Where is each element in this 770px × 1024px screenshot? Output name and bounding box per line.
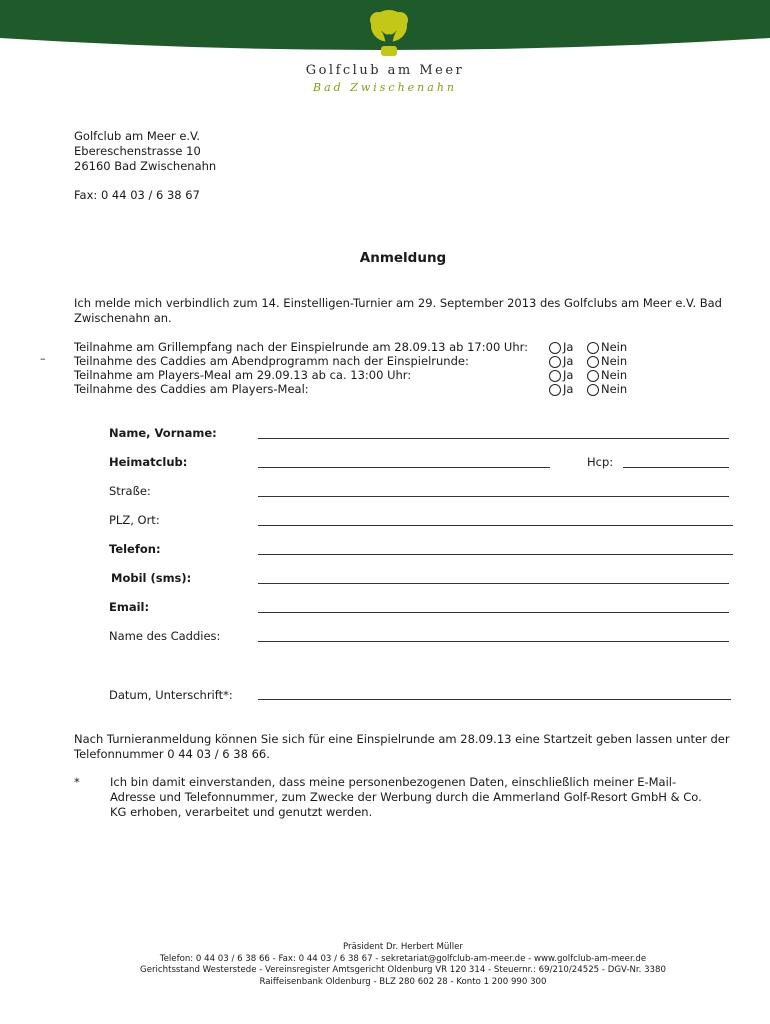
intro-text: Ich melde mich verbindlich zum 14. Einstelligen-Turnier am 29. September 2013 des Golfclubs am Meer e.V. Bad Zwischenahn an. (74, 296, 722, 325)
address-line: Ebereschenstrasse 10 (74, 144, 201, 158)
city-field[interactable] (258, 525, 733, 526)
fax-number: Fax: 0 44 03 / 6 38 67 (74, 188, 200, 202)
yes-radio[interactable] (549, 342, 561, 354)
consent-text: Ich bin damit einverstanden, dass meine personenbezogenen Daten, einschließlich meiner E-Mail-Adresse und Telefonnummer, zum Zwecke der Werbung durch die Ammerland Golf-Resort GmbH & Co. KG erhoben, verarbeitet und genutzt werden. (110, 775, 702, 819)
footer-line: Gerichtsstand Westerstede - Vereinsregister Amtsgericht Oldenburg VR 120 314 - Steuernr.: 69/210/24525 - DGV-Nr. 3380 (140, 965, 666, 975)
email-field[interactable] (258, 612, 729, 613)
signature-label: Datum, Unterschrift*: (109, 688, 233, 702)
footer-line: Telefon: 0 44 03 / 6 38 66 - Fax: 0 44 03 / 6 38 67 - sekretariat@golfclub-am-meer.de - www.golfclub-am-meer.de (159, 953, 647, 964)
city-label: PLZ, Ort: (109, 513, 160, 527)
no-radio[interactable] (587, 342, 599, 354)
caddie-field[interactable] (258, 641, 729, 642)
hcp-field[interactable] (623, 467, 729, 468)
yes-label: Ja (563, 354, 574, 368)
no-radio[interactable] (587, 384, 599, 396)
option-label: Teilnahme am Players-Meal am 29.09.13 ab ca. 13:00 Uhr: (74, 368, 412, 382)
email-label: Email: (109, 600, 150, 614)
tee-time-note: Nach Turnieranmeldung können Sie sich für eine Einspielrunde am 28.09.13 eine Startzeit geben lassen unter der Telefonnummer 0 44 03 / 6 38 66. (74, 732, 730, 761)
option-label: Teilnahme des Caddies am Players-Meal: (74, 382, 309, 396)
option-label: Teilnahme des Caddies am Abendprogramm nach der Einspielrunde: (74, 354, 469, 368)
yes-label: Ja (563, 382, 574, 396)
no-label: Nein (601, 382, 628, 396)
yes-radio[interactable] (549, 356, 561, 368)
footer (0, 942, 770, 988)
club-subtitle: Bad Zwischenahn (313, 81, 457, 94)
margin-dash: – (40, 352, 46, 365)
club-name: Golfclub am Meer (305, 63, 465, 78)
footer-line: Raiffeisenbank Oldenburg - BLZ 280 602 28 - Konto 1 200 990 300 (259, 976, 547, 987)
caddie-label: Name des Caddies: (109, 629, 221, 643)
signature-field[interactable] (258, 699, 731, 700)
yes-radio[interactable] (549, 384, 561, 396)
yes-label: Ja (563, 368, 574, 382)
mobile-label: Mobil (sms): (111, 571, 192, 585)
street-label: Straße: (109, 484, 151, 498)
yes-radio[interactable] (549, 370, 561, 382)
street-field[interactable] (258, 496, 729, 497)
yes-label: Ja (563, 340, 574, 354)
club-label: Heimatclub: (109, 455, 188, 469)
hcp-label: Hcp: (587, 455, 614, 469)
no-label: Nein (601, 368, 628, 382)
page-title: Anmeldung (359, 250, 447, 266)
no-label: Nein (601, 354, 628, 368)
club-field[interactable] (258, 467, 550, 468)
footnote-marker: * (74, 775, 80, 789)
footer-line: Präsident Dr. Herbert Müller (343, 942, 463, 952)
tree-icon (366, 6, 412, 58)
address-line: 26160 Bad Zwischenahn (74, 159, 217, 173)
name-field[interactable] (258, 438, 729, 439)
no-radio[interactable] (587, 356, 599, 368)
no-radio[interactable] (587, 370, 599, 382)
option-label: Teilnahme am Grillempfang nach der Einspielrunde am 28.09.13 ab 17:00 Uhr: (74, 340, 529, 354)
mobile-field[interactable] (258, 583, 729, 584)
phone-field[interactable] (258, 554, 733, 555)
no-label: Nein (601, 340, 628, 354)
name-label: Name, Vorname: (109, 426, 217, 440)
phone-label: Telefon: (109, 542, 161, 556)
address-line: Golfclub am Meer e.V. (74, 129, 201, 143)
